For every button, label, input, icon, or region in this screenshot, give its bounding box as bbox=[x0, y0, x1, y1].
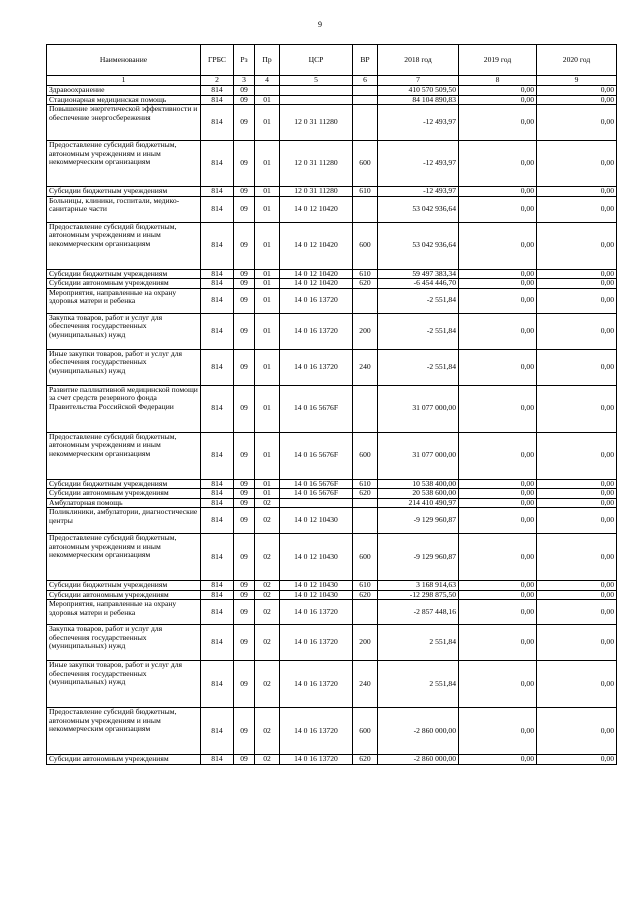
vr-cell: 620 bbox=[353, 755, 378, 765]
amount-2020-cell: 0,00 bbox=[537, 590, 617, 600]
table-row bbox=[47, 105, 617, 141]
amount-2020-cell: 0,00 bbox=[537, 141, 617, 187]
amount-2018-cell: -2 860 000,00 bbox=[378, 755, 459, 765]
amount-2018-cell: -12 493,97 bbox=[378, 187, 459, 197]
amount-2018-cell: 53 042 936,64 bbox=[378, 222, 459, 269]
amount-2019-cell: 0,00 bbox=[459, 196, 537, 222]
csr-cell: 14 0 16 13720 bbox=[280, 600, 353, 625]
pr-cell bbox=[255, 86, 280, 96]
header-vr: ВР bbox=[353, 45, 378, 76]
amount-2019-cell: 0,00 bbox=[459, 581, 537, 591]
amount-2018-cell: -2 551,84 bbox=[378, 349, 459, 385]
header-grbs: ГРБС bbox=[201, 45, 234, 76]
table-row bbox=[47, 349, 617, 385]
rz-cell: 09 bbox=[234, 432, 255, 479]
amount-2019-cell: 0,00 bbox=[459, 385, 537, 432]
amount-2020-cell: 0,00 bbox=[537, 755, 617, 765]
vr-cell: 600 bbox=[353, 222, 378, 269]
grbs-cell: 814 bbox=[201, 86, 234, 96]
pr-cell: 02 bbox=[255, 508, 280, 534]
csr-cell: 14 0 16 5676F bbox=[280, 432, 353, 479]
vr-cell bbox=[353, 105, 378, 141]
table-row bbox=[47, 755, 617, 765]
pr-cell: 01 bbox=[255, 349, 280, 385]
column-index-row bbox=[47, 76, 617, 86]
csr-cell bbox=[280, 95, 353, 105]
amount-2018-cell: 3 168 914,63 bbox=[378, 581, 459, 591]
csr-cell: 14 0 16 5676F bbox=[280, 489, 353, 499]
amount-2020-cell: 0,00 bbox=[537, 534, 617, 581]
rz-cell: 09 bbox=[234, 590, 255, 600]
column-index: 2 bbox=[201, 76, 234, 86]
pr-cell: 01 bbox=[255, 105, 280, 141]
column-index: 7 bbox=[378, 76, 459, 86]
csr-cell: 14 0 12 10420 bbox=[280, 269, 353, 279]
amount-2020-cell: 0,00 bbox=[537, 498, 617, 508]
csr-cell: 12 0 31 11280 bbox=[280, 187, 353, 197]
pr-cell: 02 bbox=[255, 708, 280, 755]
table-row bbox=[47, 661, 617, 708]
rz-cell: 09 bbox=[234, 288, 255, 313]
amount-2018-cell: 2 551,84 bbox=[378, 625, 459, 661]
vr-cell: 600 bbox=[353, 432, 378, 479]
rz-cell: 09 bbox=[234, 600, 255, 625]
pr-cell: 02 bbox=[255, 661, 280, 708]
amount-2019-cell: 0,00 bbox=[459, 349, 537, 385]
table-row bbox=[47, 600, 617, 625]
column-index: 6 bbox=[353, 76, 378, 86]
grbs-cell: 814 bbox=[201, 581, 234, 591]
amount-2020-cell: 0,00 bbox=[537, 600, 617, 625]
header-csr: ЦСР bbox=[280, 45, 353, 76]
grbs-cell: 814 bbox=[201, 755, 234, 765]
pr-cell: 01 bbox=[255, 288, 280, 313]
table-row bbox=[47, 288, 617, 313]
rz-cell: 09 bbox=[234, 581, 255, 591]
amount-2018-cell: 20 538 600,00 bbox=[378, 489, 459, 499]
amount-2020-cell: 0,00 bbox=[537, 661, 617, 708]
amount-2019-cell: 0,00 bbox=[459, 755, 537, 765]
rz-cell: 09 bbox=[234, 479, 255, 489]
column-index: 3 bbox=[234, 76, 255, 86]
vr-cell: 600 bbox=[353, 708, 378, 755]
table-row bbox=[47, 625, 617, 661]
grbs-cell: 814 bbox=[201, 385, 234, 432]
vr-cell: 600 bbox=[353, 141, 378, 187]
rz-cell: 09 bbox=[234, 508, 255, 534]
table-row bbox=[47, 222, 617, 269]
pr-cell: 01 bbox=[255, 187, 280, 197]
amount-2018-cell: 53 042 936,64 bbox=[378, 196, 459, 222]
name-cell: Субсидии бюджетным учреждениям bbox=[47, 269, 201, 279]
amount-2020-cell: 0,00 bbox=[537, 269, 617, 279]
pr-cell: 01 bbox=[255, 479, 280, 489]
rz-cell: 09 bbox=[234, 141, 255, 187]
rz-cell: 09 bbox=[234, 349, 255, 385]
amount-2019-cell: 0,00 bbox=[459, 313, 537, 349]
pr-cell: 01 bbox=[255, 196, 280, 222]
amount-2019-cell: 0,00 bbox=[459, 95, 537, 105]
amount-2019-cell: 0,00 bbox=[459, 288, 537, 313]
grbs-cell: 814 bbox=[201, 708, 234, 755]
name-cell: Субсидии бюджетным учреждениям bbox=[47, 479, 201, 489]
name-cell: Мероприятия, направленные на охрану здоровья матери и ребенка bbox=[47, 288, 201, 313]
rz-cell: 09 bbox=[234, 222, 255, 269]
table-row bbox=[47, 86, 617, 96]
name-cell: Субсидии автономным учреждениям bbox=[47, 590, 201, 600]
grbs-cell: 814 bbox=[201, 479, 234, 489]
header-pr: Пр bbox=[255, 45, 280, 76]
name-cell: Поликлиники, амбулатории, диагностические центры bbox=[47, 508, 201, 534]
table-row bbox=[47, 279, 617, 289]
pr-cell: 02 bbox=[255, 755, 280, 765]
rz-cell: 09 bbox=[234, 625, 255, 661]
pr-cell: 01 bbox=[255, 432, 280, 479]
name-cell: Предоставление субсидий бюджетным, автономным учреждениям и иным некоммерческим организациям bbox=[47, 141, 201, 187]
header-2020: 2020 год bbox=[537, 45, 617, 76]
name-cell: Субсидии бюджетным учреждениям bbox=[47, 581, 201, 591]
amount-2020-cell: 0,00 bbox=[537, 385, 617, 432]
amount-2019-cell: 0,00 bbox=[459, 534, 537, 581]
amount-2018-cell: 59 497 383,34 bbox=[378, 269, 459, 279]
grbs-cell: 814 bbox=[201, 625, 234, 661]
amount-2020-cell: 0,00 bbox=[537, 479, 617, 489]
grbs-cell: 814 bbox=[201, 222, 234, 269]
grbs-cell: 814 bbox=[201, 600, 234, 625]
grbs-cell: 814 bbox=[201, 508, 234, 534]
column-index: 1 bbox=[47, 76, 201, 86]
vr-cell: 620 bbox=[353, 590, 378, 600]
amount-2018-cell: 410 570 509,50 bbox=[378, 86, 459, 96]
amount-2020-cell: 0,00 bbox=[537, 489, 617, 499]
grbs-cell: 814 bbox=[201, 349, 234, 385]
csr-cell: 14 0 16 13720 bbox=[280, 288, 353, 313]
amount-2020-cell: 0,00 bbox=[537, 279, 617, 289]
amount-2019-cell: 0,00 bbox=[459, 498, 537, 508]
csr-cell: 14 0 16 13720 bbox=[280, 661, 353, 708]
csr-cell: 14 0 12 10420 bbox=[280, 196, 353, 222]
grbs-cell: 814 bbox=[201, 105, 234, 141]
rz-cell: 09 bbox=[234, 385, 255, 432]
table-row bbox=[47, 489, 617, 499]
amount-2020-cell: 0,00 bbox=[537, 288, 617, 313]
vr-cell bbox=[353, 498, 378, 508]
amount-2020-cell: 0,00 bbox=[537, 708, 617, 755]
amount-2019-cell: 0,00 bbox=[459, 600, 537, 625]
budget-table bbox=[46, 44, 617, 765]
csr-cell: 14 0 16 13720 bbox=[280, 755, 353, 765]
column-index: 9 bbox=[537, 76, 617, 86]
rz-cell: 09 bbox=[234, 269, 255, 279]
name-cell: Амбулаторная помощь bbox=[47, 498, 201, 508]
name-cell: Повышение энергетической эффективности и обеспечение энергосбережения bbox=[47, 105, 201, 141]
amount-2020-cell: 0,00 bbox=[537, 86, 617, 96]
header-row bbox=[47, 45, 617, 76]
grbs-cell: 814 bbox=[201, 661, 234, 708]
amount-2019-cell: 0,00 bbox=[459, 708, 537, 755]
vr-cell: 600 bbox=[353, 534, 378, 581]
amount-2019-cell: 0,00 bbox=[459, 222, 537, 269]
amount-2018-cell: -12 298 875,50 bbox=[378, 590, 459, 600]
rz-cell: 09 bbox=[234, 498, 255, 508]
amount-2018-cell: -2 551,84 bbox=[378, 288, 459, 313]
csr-cell: 14 0 16 13720 bbox=[280, 708, 353, 755]
table-row bbox=[47, 269, 617, 279]
rz-cell: 09 bbox=[234, 755, 255, 765]
amount-2019-cell: 0,00 bbox=[459, 86, 537, 96]
name-cell: Субсидии бюджетным учреждениям bbox=[47, 187, 201, 197]
name-cell: Здравоохранение bbox=[47, 86, 201, 96]
name-cell: Предоставление субсидий бюджетным, автономным учреждениям и иным некоммерческим организациям bbox=[47, 432, 201, 479]
page-number: 9 bbox=[318, 20, 322, 29]
name-cell: Субсидии автономным учреждениям bbox=[47, 755, 201, 765]
amount-2018-cell: -9 129 960,87 bbox=[378, 508, 459, 534]
rz-cell: 09 bbox=[234, 187, 255, 197]
rz-cell: 09 bbox=[234, 105, 255, 141]
amount-2020-cell: 0,00 bbox=[537, 581, 617, 591]
header-2019: 2019 год bbox=[459, 45, 537, 76]
name-cell: Закупка товаров, работ и услуг для обеспечения государственных (муниципальных) нужд bbox=[47, 625, 201, 661]
amount-2018-cell: 10 538 400,00 bbox=[378, 479, 459, 489]
csr-cell: 14 0 12 10430 bbox=[280, 581, 353, 591]
csr-cell: 14 0 12 10420 bbox=[280, 279, 353, 289]
grbs-cell: 814 bbox=[201, 279, 234, 289]
pr-cell: 02 bbox=[255, 590, 280, 600]
grbs-cell: 814 bbox=[201, 196, 234, 222]
amount-2019-cell: 0,00 bbox=[459, 187, 537, 197]
amount-2018-cell: -12 493,97 bbox=[378, 105, 459, 141]
rz-cell: 09 bbox=[234, 95, 255, 105]
table-row bbox=[47, 141, 617, 187]
name-cell: Иные закупки товаров, работ и услуг для обеспечения государственных (муниципальных) нужд bbox=[47, 349, 201, 385]
csr-cell bbox=[280, 86, 353, 96]
amount-2018-cell: 214 410 490,97 bbox=[378, 498, 459, 508]
rz-cell: 09 bbox=[234, 708, 255, 755]
pr-cell: 01 bbox=[255, 222, 280, 269]
name-cell: Иные закупки товаров, работ и услуг для обеспечения государственных (муниципальных) нужд bbox=[47, 661, 201, 708]
vr-cell: 610 bbox=[353, 187, 378, 197]
table-row bbox=[47, 508, 617, 534]
amount-2019-cell: 0,00 bbox=[459, 625, 537, 661]
pr-cell: 02 bbox=[255, 625, 280, 661]
vr-cell bbox=[353, 600, 378, 625]
csr-cell bbox=[280, 498, 353, 508]
amount-2019-cell: 0,00 bbox=[459, 141, 537, 187]
amount-2018-cell: -2 551,84 bbox=[378, 313, 459, 349]
pr-cell: 01 bbox=[255, 313, 280, 349]
rz-cell: 09 bbox=[234, 313, 255, 349]
name-cell: Субсидии автономным учреждениям bbox=[47, 489, 201, 499]
name-cell: Предоставление субсидий бюджетным, автономным учреждениям и иным некоммерческим организациям bbox=[47, 534, 201, 581]
name-cell: Предоставление субсидий бюджетным, автономным учреждениям и иным некоммерческим организациям bbox=[47, 222, 201, 269]
rz-cell: 09 bbox=[234, 86, 255, 96]
rz-cell: 09 bbox=[234, 279, 255, 289]
csr-cell: 14 0 16 5676F bbox=[280, 479, 353, 489]
pr-cell: 02 bbox=[255, 581, 280, 591]
amount-2020-cell: 0,00 bbox=[537, 105, 617, 141]
vr-cell: 610 bbox=[353, 269, 378, 279]
grbs-cell: 814 bbox=[201, 489, 234, 499]
grbs-cell: 814 bbox=[201, 269, 234, 279]
name-cell: Мероприятия, направленные на охрану здоровья матери и ребенка bbox=[47, 600, 201, 625]
csr-cell: 14 0 12 10430 bbox=[280, 590, 353, 600]
amount-2018-cell: 31 077 000,00 bbox=[378, 385, 459, 432]
rz-cell: 09 bbox=[234, 196, 255, 222]
amount-2018-cell: 2 551,84 bbox=[378, 661, 459, 708]
column-index: 5 bbox=[280, 76, 353, 86]
amount-2020-cell: 0,00 bbox=[537, 222, 617, 269]
grbs-cell: 814 bbox=[201, 313, 234, 349]
pr-cell: 02 bbox=[255, 600, 280, 625]
name-cell: Больницы, клиники, госпитали, медико-санитарные части bbox=[47, 196, 201, 222]
pr-cell: 01 bbox=[255, 95, 280, 105]
pr-cell: 02 bbox=[255, 498, 280, 508]
amount-2020-cell: 0,00 bbox=[537, 196, 617, 222]
table-row bbox=[47, 534, 617, 581]
grbs-cell: 814 bbox=[201, 288, 234, 313]
amount-2018-cell: -6 454 446,70 bbox=[378, 279, 459, 289]
table-body bbox=[47, 86, 617, 765]
csr-cell: 14 0 12 10430 bbox=[280, 534, 353, 581]
vr-cell: 200 bbox=[353, 313, 378, 349]
vr-cell: 620 bbox=[353, 489, 378, 499]
vr-cell bbox=[353, 95, 378, 105]
amount-2020-cell: 0,00 bbox=[537, 432, 617, 479]
csr-cell: 14 0 16 13720 bbox=[280, 349, 353, 385]
grbs-cell: 814 bbox=[201, 95, 234, 105]
vr-cell: 610 bbox=[353, 479, 378, 489]
header-2018: 2018 год bbox=[378, 45, 459, 76]
amount-2020-cell: 0,00 bbox=[537, 187, 617, 197]
name-cell: Развитие паллиативной медицинской помощи за счет средств резервного фонда Правительства Российской Федерации bbox=[47, 385, 201, 432]
amount-2019-cell: 0,00 bbox=[459, 489, 537, 499]
rz-cell: 09 bbox=[234, 489, 255, 499]
name-cell: Предоставление субсидий бюджетным, автономным учреждениям и иным некоммерческим организациям bbox=[47, 708, 201, 755]
vr-cell: 240 bbox=[353, 661, 378, 708]
column-index: 8 bbox=[459, 76, 537, 86]
table-row bbox=[47, 313, 617, 349]
vr-cell bbox=[353, 385, 378, 432]
vr-cell bbox=[353, 86, 378, 96]
pr-cell: 02 bbox=[255, 534, 280, 581]
csr-cell: 14 0 12 10430 bbox=[280, 508, 353, 534]
amount-2018-cell: -9 129 960,87 bbox=[378, 534, 459, 581]
table-row bbox=[47, 187, 617, 197]
amount-2020-cell: 0,00 bbox=[537, 313, 617, 349]
name-cell: Закупка товаров, работ и услуг для обеспечения государственных (муниципальных) нужд bbox=[47, 313, 201, 349]
pr-cell: 01 bbox=[255, 489, 280, 499]
amount-2020-cell: 0,00 bbox=[537, 508, 617, 534]
amount-2018-cell: -12 493,97 bbox=[378, 141, 459, 187]
grbs-cell: 814 bbox=[201, 141, 234, 187]
vr-cell: 200 bbox=[353, 625, 378, 661]
vr-cell: 620 bbox=[353, 279, 378, 289]
table-row bbox=[47, 581, 617, 591]
name-cell: Субсидии автономным учреждениям bbox=[47, 279, 201, 289]
csr-cell: 12 0 31 11280 bbox=[280, 141, 353, 187]
amount-2019-cell: 0,00 bbox=[459, 269, 537, 279]
grbs-cell: 814 bbox=[201, 187, 234, 197]
vr-cell: 610 bbox=[353, 581, 378, 591]
csr-cell: 14 0 16 5676F bbox=[280, 385, 353, 432]
column-index: 4 bbox=[255, 76, 280, 86]
pr-cell: 01 bbox=[255, 141, 280, 187]
vr-cell bbox=[353, 288, 378, 313]
amount-2020-cell: 0,00 bbox=[537, 349, 617, 385]
table-row bbox=[47, 196, 617, 222]
table-row bbox=[47, 95, 617, 105]
pr-cell: 01 bbox=[255, 269, 280, 279]
pr-cell: 01 bbox=[255, 385, 280, 432]
amount-2019-cell: 0,00 bbox=[459, 432, 537, 479]
amount-2018-cell: 31 077 000,00 bbox=[378, 432, 459, 479]
grbs-cell: 814 bbox=[201, 534, 234, 581]
name-cell: Стационарная медицинская помощь bbox=[47, 95, 201, 105]
csr-cell: 14 0 16 13720 bbox=[280, 625, 353, 661]
table-row bbox=[47, 479, 617, 489]
amount-2020-cell: 0,00 bbox=[537, 625, 617, 661]
vr-cell bbox=[353, 508, 378, 534]
amount-2019-cell: 0,00 bbox=[459, 661, 537, 708]
amount-2019-cell: 0,00 bbox=[459, 590, 537, 600]
table-row bbox=[47, 385, 617, 432]
vr-cell: 240 bbox=[353, 349, 378, 385]
amount-2020-cell: 0,00 bbox=[537, 95, 617, 105]
amount-2019-cell: 0,00 bbox=[459, 279, 537, 289]
amount-2018-cell: -2 860 000,00 bbox=[378, 708, 459, 755]
rz-cell: 09 bbox=[234, 534, 255, 581]
amount-2019-cell: 0,00 bbox=[459, 508, 537, 534]
csr-cell: 14 0 16 13720 bbox=[280, 313, 353, 349]
grbs-cell: 814 bbox=[201, 590, 234, 600]
header-name: Наименование bbox=[47, 45, 201, 76]
amount-2019-cell: 0,00 bbox=[459, 105, 537, 141]
grbs-cell: 814 bbox=[201, 432, 234, 479]
table-row bbox=[47, 498, 617, 508]
grbs-cell: 814 bbox=[201, 498, 234, 508]
rz-cell: 09 bbox=[234, 661, 255, 708]
amount-2018-cell: 84 104 890,83 bbox=[378, 95, 459, 105]
header-rz: Рз bbox=[234, 45, 255, 76]
amount-2019-cell: 0,00 bbox=[459, 479, 537, 489]
csr-cell: 14 0 12 10420 bbox=[280, 222, 353, 269]
table-row bbox=[47, 590, 617, 600]
table-row bbox=[47, 708, 617, 755]
vr-cell bbox=[353, 196, 378, 222]
table-row bbox=[47, 432, 617, 479]
amount-2018-cell: -2 857 448,16 bbox=[378, 600, 459, 625]
csr-cell: 12 0 31 11280 bbox=[280, 105, 353, 141]
pr-cell: 01 bbox=[255, 279, 280, 289]
